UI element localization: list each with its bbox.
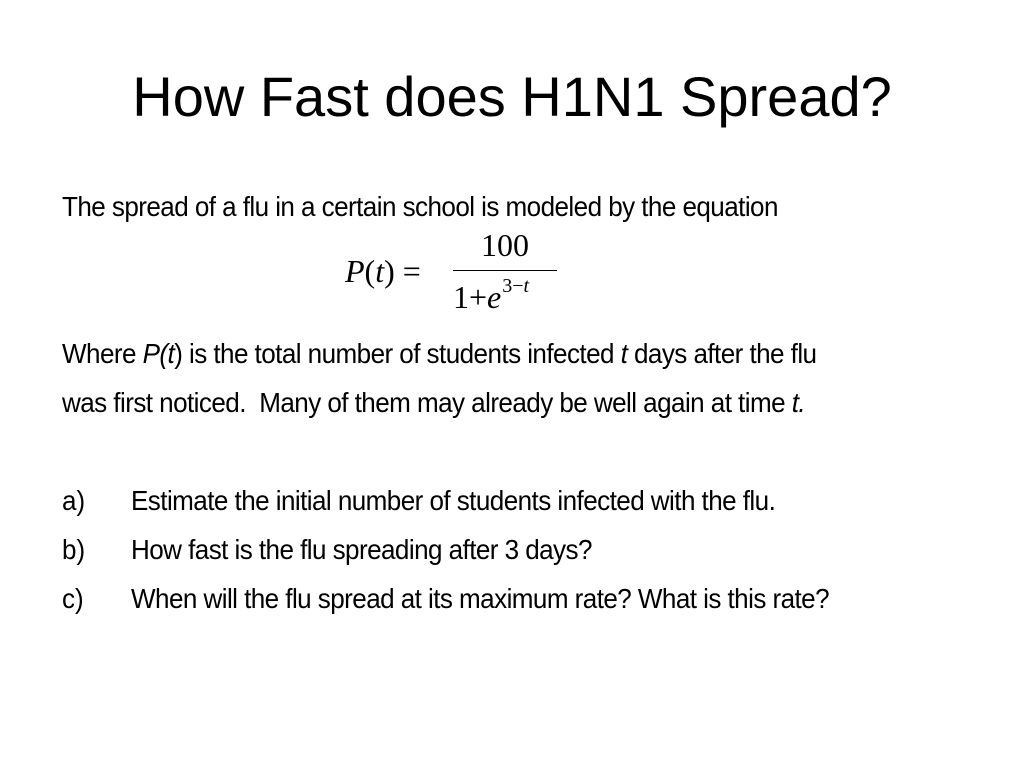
equation-variable: t bbox=[375, 253, 385, 289]
where-prefix: Where bbox=[62, 338, 143, 369]
denominator-one: 1 bbox=[453, 279, 469, 315]
where2-prefix: was first noticed. Many of them may already be well again at time bbox=[62, 387, 792, 418]
equation-equals: = bbox=[394, 253, 429, 289]
exponent bbox=[502, 275, 529, 297]
where-italic-t: t bbox=[620, 338, 628, 369]
equation-lhs bbox=[345, 251, 429, 291]
question-c-text: When will the flu spread at its maximum rate? What is this rate? bbox=[131, 583, 830, 614]
where-italic-p: P(t bbox=[142, 338, 175, 369]
question-b-letter: b) bbox=[62, 534, 86, 565]
denominator-e: e bbox=[487, 279, 502, 315]
exponent-variable: t bbox=[523, 275, 530, 297]
denominator-plus: + bbox=[469, 279, 488, 315]
fraction-bar bbox=[453, 270, 557, 271]
where-line-1 bbox=[62, 337, 816, 371]
equation-open-paren: ( bbox=[364, 253, 376, 289]
exponent-const: 3 bbox=[502, 275, 513, 297]
question-a-text: Estimate the initial number of students infected with the flu. bbox=[131, 485, 776, 516]
equation-denominator bbox=[453, 275, 530, 321]
equation-close-paren: ) bbox=[384, 253, 395, 289]
where-after-p: ) is the total number of students infected bbox=[174, 338, 621, 369]
equation bbox=[345, 226, 575, 322]
question-b-text: How fast is the flu spreading after 3 days? bbox=[131, 534, 592, 565]
intro-text: The spread of a flu in a certain school is modeled by the equation bbox=[62, 191, 778, 222]
equation-numerator: 100 bbox=[481, 227, 529, 263]
where-line-2 bbox=[62, 386, 805, 420]
question-c-letter: c) bbox=[62, 583, 84, 614]
question-a-letter: a) bbox=[62, 485, 86, 516]
exponent-minus: − bbox=[512, 275, 524, 297]
equation-function: P bbox=[345, 253, 365, 289]
where-suffix: days after the flu bbox=[627, 338, 817, 369]
slide-title: How Fast does H1N1 Spread? bbox=[132, 65, 892, 128]
where2-italic-t: t. bbox=[791, 387, 806, 418]
